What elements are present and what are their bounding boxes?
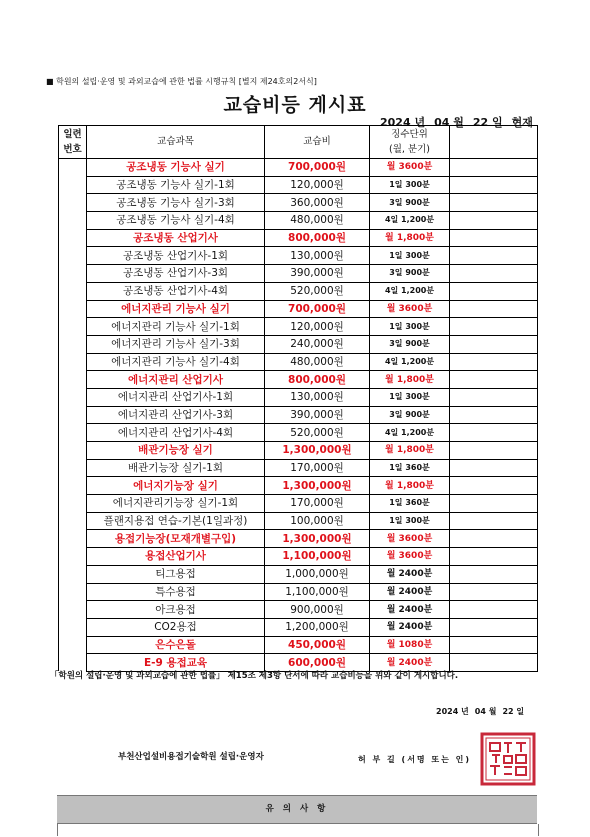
course-cell: 에너지관리 기능사 실기-1회 [87, 318, 265, 336]
fee-cell: 1,300,000원 [265, 530, 370, 548]
unit-cell: 1일 300분 [370, 512, 450, 530]
official-seal [480, 732, 536, 786]
course-cell: 플랜지용접 연습-기본(1일과정) [87, 512, 265, 530]
course-cell: 공조냉동 산업기사-1회 [87, 247, 265, 265]
blank-cell [450, 194, 538, 212]
table-row [59, 265, 538, 283]
course-cell: 공조냉동 산업기사 [87, 229, 265, 247]
serial-cell [59, 424, 87, 442]
table-row [59, 512, 538, 530]
unit-cell: 3일 900분 [370, 265, 450, 283]
fee-cell: 520,000원 [265, 282, 370, 300]
serial-cell [59, 442, 87, 460]
table-row [59, 247, 538, 265]
blank-cell [450, 477, 538, 495]
blank-cell [450, 442, 538, 460]
serial-cell [59, 601, 87, 619]
unit-cell: 1일 360분 [370, 495, 450, 513]
footer-year: 2024 년 [436, 707, 469, 716]
unit-cell: 1일 300분 [370, 388, 450, 406]
table-row [59, 565, 538, 583]
fee-cell: 130,000원 [265, 247, 370, 265]
serial-cell [59, 229, 87, 247]
blank-cell [450, 548, 538, 566]
course-cell: 에너지관리 기능사 실기-3회 [87, 335, 265, 353]
header-course: 교습과목 [87, 126, 265, 159]
blank-cell [450, 459, 538, 477]
course-cell: 용접기능장(모재개별구입) [87, 530, 265, 548]
blank-cell [450, 318, 538, 336]
blank-cell [450, 229, 538, 247]
course-cell: 에너지기능장 실기 [87, 477, 265, 495]
unit-cell: 월 1,800분 [370, 442, 450, 460]
unit-cell: 1일 300분 [370, 318, 450, 336]
serial-cell [59, 459, 87, 477]
unit-cell: 월 3600분 [370, 530, 450, 548]
unit-cell: 월 2400분 [370, 618, 450, 636]
blank-cell [450, 176, 538, 194]
table-row [59, 176, 538, 194]
table-row [59, 159, 538, 177]
fee-table [58, 125, 538, 672]
unit-cell: 월 1080분 [370, 636, 450, 654]
fee-cell: 480,000원 [265, 212, 370, 230]
course-cell: 공조냉동 기능사 실기 [87, 159, 265, 177]
course-cell: 배관기능장 실기 [87, 442, 265, 460]
fee-cell: 170,000원 [265, 459, 370, 477]
blank-cell [450, 212, 538, 230]
course-cell: E-9 용접교육 [87, 654, 265, 672]
table-row [59, 388, 538, 406]
blank-cell [450, 353, 538, 371]
serial-cell [59, 282, 87, 300]
blank-cell [450, 530, 538, 548]
blank-cell [450, 265, 538, 283]
course-cell: 아크용접 [87, 601, 265, 619]
table-row [59, 194, 538, 212]
blank-cell [450, 371, 538, 389]
unit-cell: 월 2400분 [370, 583, 450, 601]
unit-cell: 월 1,800분 [370, 477, 450, 495]
serial-cell [59, 406, 87, 424]
header-blank [450, 126, 538, 159]
header-fee: 교습비 [265, 126, 370, 159]
course-cell: 공조냉동 산업기사-4회 [87, 282, 265, 300]
blank-cell [450, 618, 538, 636]
serial-cell [59, 530, 87, 548]
serial-cell [59, 212, 87, 230]
blank-cell [450, 247, 538, 265]
unit-cell: 월 3600분 [370, 300, 450, 318]
course-cell: 에너지관리 산업기사-1회 [87, 388, 265, 406]
serial-cell [59, 565, 87, 583]
unit-cell: 4일 1,200분 [370, 353, 450, 371]
seal-graphic [480, 732, 536, 786]
course-cell: 에너지관리 산업기사-4회 [87, 424, 265, 442]
serial-cell [59, 194, 87, 212]
notice-section-header: 유 의 사 항 [57, 795, 537, 824]
fee-cell: 700,000원 [265, 300, 370, 318]
blank-cell [450, 636, 538, 654]
legal-statement: 「학원의 설립·운영 및 과외교습에 관한 법률」 제15조 제3항 단서에 따라 교습비등을 위와 같이 게시합니다. [50, 671, 459, 681]
table-row [59, 335, 538, 353]
table-row [59, 300, 538, 318]
fee-cell: 120,000원 [265, 176, 370, 194]
footer-day: 22 일 [502, 707, 525, 716]
serial-cell [59, 512, 87, 530]
serial-cell [59, 636, 87, 654]
unit-cell: 4일 1,200분 [370, 212, 450, 230]
table-row [59, 477, 538, 495]
course-cell: 티그용접 [87, 565, 265, 583]
serial-cell [59, 335, 87, 353]
table-row [59, 459, 538, 477]
unit-cell: 월 3600분 [370, 548, 450, 566]
blank-cell [450, 300, 538, 318]
course-cell: 공조냉동 기능사 실기-4회 [87, 212, 265, 230]
course-cell: CO2용접 [87, 618, 265, 636]
fee-cell: 390,000원 [265, 406, 370, 424]
table-row [59, 406, 538, 424]
serial-cell [59, 548, 87, 566]
unit-cell: 월 1,800분 [370, 229, 450, 247]
date-year: 2024 년 [380, 116, 426, 129]
form-reference-note: ■ 학원의 설립·운영 및 과외교습에 관한 법률 시행규칙 [별지 제24호의2서식] [46, 77, 317, 86]
table-header-row [59, 126, 538, 159]
table-row [59, 583, 538, 601]
fee-cell: 390,000원 [265, 265, 370, 283]
fee-table-body [59, 159, 538, 672]
table-row [59, 548, 538, 566]
blank-cell [450, 601, 538, 619]
date-month: 04 월 [434, 116, 464, 129]
fee-cell: 170,000원 [265, 495, 370, 513]
serial-cell [59, 618, 87, 636]
fee-cell: 800,000원 [265, 371, 370, 389]
fee-cell: 120,000원 [265, 318, 370, 336]
unit-cell: 3일 900분 [370, 194, 450, 212]
blank-cell [450, 424, 538, 442]
serial-cell [59, 388, 87, 406]
course-cell: 공조냉동 산업기사-3회 [87, 265, 265, 283]
course-cell: 에너지관리 기능사 실기-4회 [87, 353, 265, 371]
serial-cell [59, 159, 87, 177]
table-row [59, 636, 538, 654]
blank-cell [450, 512, 538, 530]
footer-month: 04 월 [474, 707, 497, 716]
serial-cell [59, 176, 87, 194]
table-row [59, 371, 538, 389]
blank-cell [450, 388, 538, 406]
unit-cell: 월 1,800분 [370, 371, 450, 389]
header-serial-no: 일련 번호 [59, 126, 87, 159]
page-title: 교습비등 게시표 [223, 94, 367, 116]
blank-cell [450, 406, 538, 424]
fee-cell: 480,000원 [265, 353, 370, 371]
serial-cell [59, 265, 87, 283]
serial-cell [59, 247, 87, 265]
academy-operator: 부천산업설비용접기술학원 설립·운영자 [118, 752, 264, 762]
serial-cell [59, 371, 87, 389]
fee-cell: 900,000원 [265, 601, 370, 619]
blank-cell [450, 583, 538, 601]
date-day: 22 일 [472, 116, 503, 129]
fee-cell: 1,300,000원 [265, 477, 370, 495]
unit-cell: 월 3600분 [370, 159, 450, 177]
table-row [59, 618, 538, 636]
fee-cell: 1,100,000원 [265, 583, 370, 601]
fee-cell: 130,000원 [265, 388, 370, 406]
serial-cell [59, 495, 87, 513]
serial-cell [59, 318, 87, 336]
table-row [59, 495, 538, 513]
fee-cell: 240,000원 [265, 335, 370, 353]
date-suffix: 현재 [511, 116, 533, 129]
unit-cell: 3일 900분 [370, 406, 450, 424]
fee-cell: 100,000원 [265, 512, 370, 530]
fee-cell: 600,000원 [265, 654, 370, 672]
serial-cell [59, 300, 87, 318]
fee-cell: 1,100,000원 [265, 548, 370, 566]
notice-section-body [57, 824, 539, 836]
table-row [59, 212, 538, 230]
table-row [59, 229, 538, 247]
course-cell: 공조냉동 기능사 실기-3회 [87, 194, 265, 212]
footer-date [436, 706, 530, 717]
fee-cell: 1,200,000원 [265, 618, 370, 636]
unit-cell: 3일 900분 [370, 335, 450, 353]
table-row [59, 601, 538, 619]
fee-cell: 450,000원 [265, 636, 370, 654]
course-cell: 용접산업기사 [87, 548, 265, 566]
course-cell: 배관기능장 실기-1회 [87, 459, 265, 477]
table-row [59, 442, 538, 460]
fee-cell: 1,300,000원 [265, 442, 370, 460]
unit-cell: 월 2400분 [370, 601, 450, 619]
table-row [59, 530, 538, 548]
header-unit: 징수단위 (월, 분기) [370, 126, 450, 159]
course-cell: 은수은돌 [87, 636, 265, 654]
blank-cell [450, 159, 538, 177]
table-row [59, 318, 538, 336]
blank-cell [450, 335, 538, 353]
serial-cell [59, 477, 87, 495]
unit-cell: 1일 300분 [370, 247, 450, 265]
fee-cell: 800,000원 [265, 229, 370, 247]
blank-cell [450, 495, 538, 513]
fee-cell: 700,000원 [265, 159, 370, 177]
table-row [59, 424, 538, 442]
course-cell: 에너지관리 기능사 실기 [87, 300, 265, 318]
blank-cell [450, 565, 538, 583]
table-row [59, 282, 538, 300]
unit-cell: 4일 1,200분 [370, 424, 450, 442]
blank-cell [450, 282, 538, 300]
unit-cell: 1일 360분 [370, 459, 450, 477]
course-cell: 에너지관리 산업기사 [87, 371, 265, 389]
unit-cell: 1일 300분 [370, 176, 450, 194]
fee-cell: 1,000,000원 [265, 565, 370, 583]
serial-cell [59, 583, 87, 601]
course-cell: 공조냉동 기능사 실기-1회 [87, 176, 265, 194]
fee-cell: 360,000원 [265, 194, 370, 212]
signer-name: 허 부 길 (서명 또는 인) [358, 755, 472, 764]
unit-cell: 월 2400분 [370, 565, 450, 583]
fee-cell: 520,000원 [265, 424, 370, 442]
course-cell: 에너지관리기능장 실기-1회 [87, 495, 265, 513]
serial-cell [59, 353, 87, 371]
unit-cell: 월 2400분 [370, 654, 450, 672]
course-cell: 특수용접 [87, 583, 265, 601]
course-cell: 에너지관리 산업기사-3회 [87, 406, 265, 424]
unit-cell: 4일 1,200분 [370, 282, 450, 300]
table-row [59, 353, 538, 371]
